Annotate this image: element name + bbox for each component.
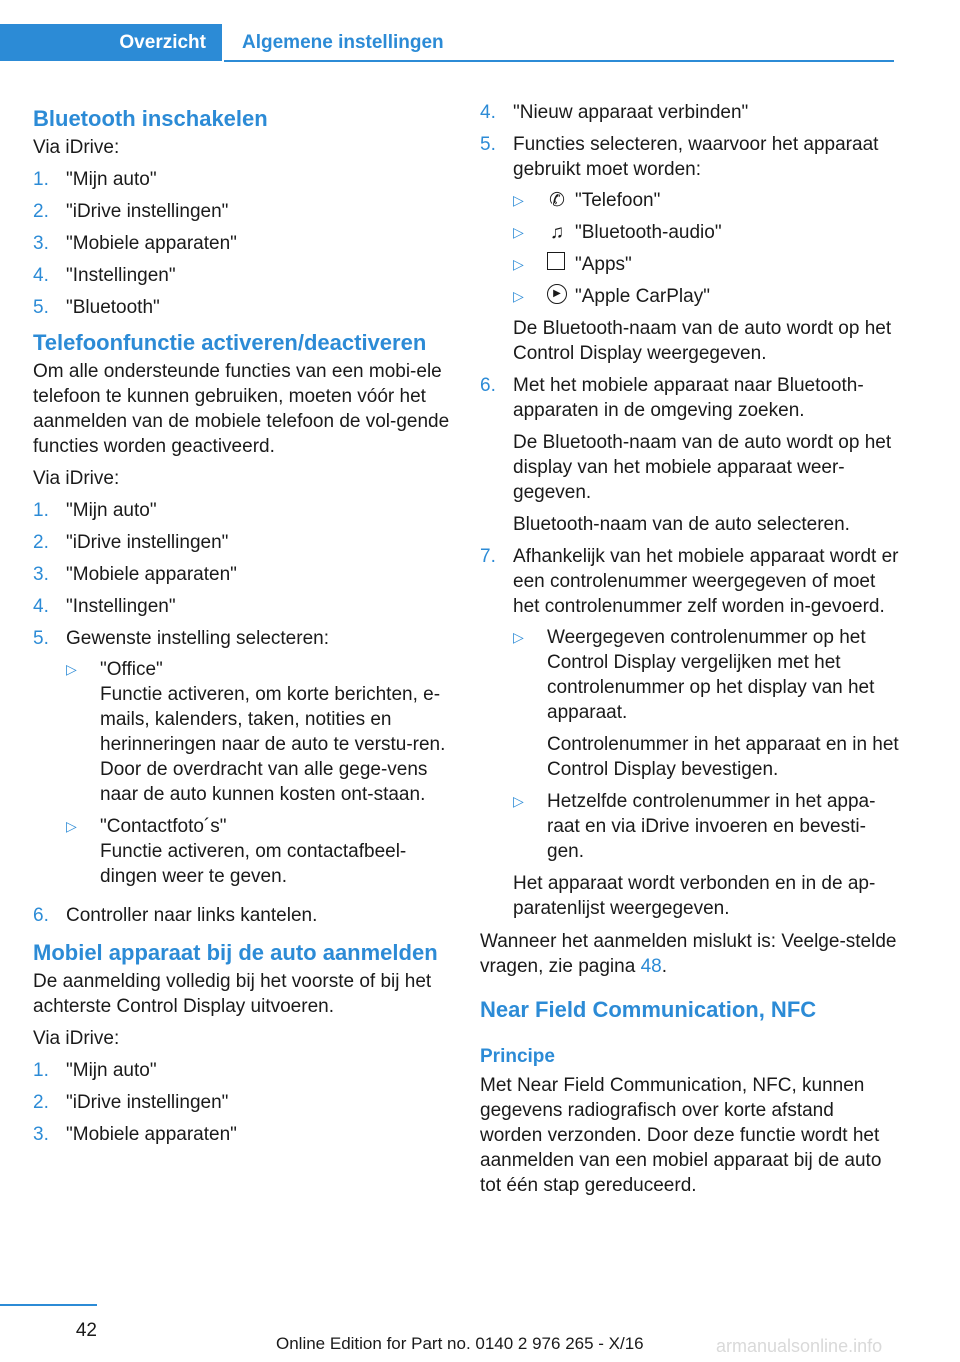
option-label: "Office" [100,659,163,680]
paragraph: Het apparaat wordt verbonden en in de ap-paratenlijst weergegeven. [513,873,876,919]
list-item [480,132,900,366]
bullet-item [513,188,900,213]
music-note-icon: ♫ [549,222,565,243]
step-number: 4. [480,102,496,123]
step-text: "Mobiele apparaten" [66,233,237,254]
bullet-text: Weergegeven controlenummer op het Control Display vergelijken met het controlenummer op het display van het apparaat. [547,627,875,723]
bullet-item [66,814,451,889]
triangle-bullet-icon: ▷ [66,661,77,677]
page-number: 42 [75,1320,97,1341]
header-rule [224,60,894,62]
tab-overzicht[interactable]: Overzicht [0,24,222,61]
paragraph: De Bluetooth-naam van de auto wordt op het Control Display weergegeven. [513,318,892,364]
step-number: 7. [480,546,496,567]
bullet-list [66,657,451,889]
triangle-bullet-icon: ▷ [513,256,524,272]
list-item [33,594,451,619]
triangle-bullet-icon: ▷ [513,793,524,809]
step-number: 1. [33,169,49,190]
numbered-list [33,498,451,928]
via-label: Via iDrive: [33,137,120,158]
step-number: 4. [33,265,49,286]
paragraph: Controlenummer in het apparaat en in het Control Display bevestigen. [547,734,899,780]
step-number: 6. [480,375,496,396]
via-label: Via iDrive: [33,1028,120,1049]
list-item [33,199,451,224]
bullet-item [513,284,900,309]
triangle-bullet-icon: ▷ [513,224,524,240]
step-number: 2. [33,1092,49,1113]
section-title: Near Field Communication, NFC [480,997,817,1022]
apps-box-icon [547,252,565,270]
list-item [480,544,900,921]
list-item [33,1122,451,1147]
section-title: Mobiel apparaat bij de auto aanmelden [33,940,438,965]
step-number: 3. [33,1124,49,1145]
step-number: 6. [33,905,49,926]
list-item [33,263,451,288]
step-number: 2. [33,532,49,553]
option-label: "Apple CarPlay" [575,286,710,307]
bullet-list [513,188,900,309]
option-description: Functie activeren, om korte berichten, e-mails, kalenders, taken, notities en herinneringen naar de auto te verstu-ren. Door de overdracht van alle gege-vens naar de auto kunnen kosten ont-staan. [100,684,446,805]
section-title: Telefoonfunctie activeren/deactiveren [33,330,427,355]
step-text: "iDrive instellingen" [66,201,229,222]
paragraph: Bluetooth-naam van de auto selecteren. [513,514,850,535]
list-item [33,231,451,256]
step-number: 5. [33,297,49,318]
via-label: Via iDrive: [33,468,120,489]
list-item [33,167,451,192]
list-item [480,100,900,125]
list-item [33,1058,451,1083]
triangle-bullet-icon: ▷ [513,192,524,208]
numbered-list [480,100,900,921]
step-text: "Bluetooth" [66,297,160,318]
step-text: "Mobiele apparaten" [66,1124,237,1145]
fail-text: Wanneer het aanmelden mislukt is: Veelge-stelde vragen, zie pagina [480,931,897,977]
fail-end: . [661,956,667,977]
step-text: "Nieuw apparaat verbinden" [513,102,749,123]
list-item [33,295,451,320]
bullet-list [513,625,900,864]
step-number: 3. [33,233,49,254]
bullet-item [513,789,900,864]
step-text: Gewenste instelling selecteren: [66,628,329,649]
list-item [480,373,900,537]
triangle-bullet-icon: ▷ [66,818,77,834]
subsection-title: Principe [480,1046,555,1067]
step-text: "Mobiele apparaten" [66,564,237,585]
step-number: 1. [33,1060,49,1081]
option-label: "Telefoon" [575,190,661,211]
step-number: 5. [33,628,49,649]
bullet-text: Hetzelfde controlenummer in het appa-raat en via iDrive invoeren en bevesti-gen. [547,791,876,862]
step-text: Met het mobiele apparaat naar Bluetooth-apparaten in de omgeving zoeken. [513,375,864,421]
header-bar [0,0,960,62]
phone-icon: ✆ [549,190,565,211]
left-column [33,100,451,1155]
page-link[interactable]: 48 [640,956,662,977]
watermark: armanualsonline.info [716,1336,883,1356]
paragraph: Om alle ondersteunde functies van een mobi-ele telefoon te kunnen gebruiken, moeten vóór het aanmelden van de mobiele telefoon de vol-gende functies worden geactiveerd. [33,361,450,457]
option-label: "Apps" [575,254,632,275]
step-text: "Mijn auto" [66,500,157,521]
tab-algemene-instellingen[interactable]: Algemene instellingen [242,31,444,53]
section-title: Bluetooth inschakelen [33,106,268,131]
triangle-bullet-icon: ▷ [513,629,524,645]
list-item [33,1090,451,1115]
step-text: Afhankelijk van het mobiele apparaat wordt er een controlenummer weergegeven of moet het controlenummer zelf worden in-gevoerd. [513,546,899,617]
step-text: Functies selecteren, waarvoor het apparaat gebruikt moet worden: [513,134,879,180]
step-text: "Mijn auto" [66,169,157,190]
step-number: 1. [33,500,49,521]
step-text: "Instellingen" [66,596,176,617]
step-number: 2. [33,201,49,222]
list-item [33,562,451,587]
step-number: 3. [33,564,49,585]
list-item [33,530,451,555]
edition-text: Online Edition for Part no. 0140 2 976 265 - X/16 [276,1334,644,1353]
bullet-item [513,220,900,245]
list-item [33,498,451,523]
step-text: Controller naar links kantelen. [66,905,318,926]
paragraph: Met Near Field Communication, NFC, kunnen gegevens radiografisch over korte afstand worden verzonden. Door deze functie wordt het aanmelden van een mobiel apparaat bij de auto tot één stap gereduceerd. [480,1075,882,1196]
option-label: "Contactfoto´s" [100,816,227,837]
step-text: "iDrive instellingen" [66,1092,229,1113]
option-description: Functie activeren, om contactafbeel-dingen weer te geven. [100,841,407,887]
numbered-list [33,167,451,320]
list-item [33,626,451,896]
step-text: "Mijn auto" [66,1060,157,1081]
right-column [480,100,900,1205]
paragraph: De aanmelding volledig bij het voorste of bij het achterste Control Display uitvoeren. [33,971,432,1017]
triangle-bullet-icon: ▷ [513,288,524,304]
step-number: 4. [33,596,49,617]
numbered-list [33,1058,451,1147]
bullet-item [66,657,451,807]
paragraph [480,929,900,979]
paragraph: De Bluetooth-naam van de auto wordt op het display van het mobiele apparaat weer-gegeven. [513,432,892,503]
step-text: "iDrive instellingen" [66,532,229,553]
list-item [33,903,451,928]
option-label: "Bluetooth-audio" [575,222,722,243]
bullet-item [513,252,900,277]
step-number: 5. [480,134,496,155]
step-text: "Instellingen" [66,265,176,286]
carplay-icon: ▶ [547,284,567,304]
footer-rule [0,1304,97,1306]
bullet-item [513,625,900,782]
